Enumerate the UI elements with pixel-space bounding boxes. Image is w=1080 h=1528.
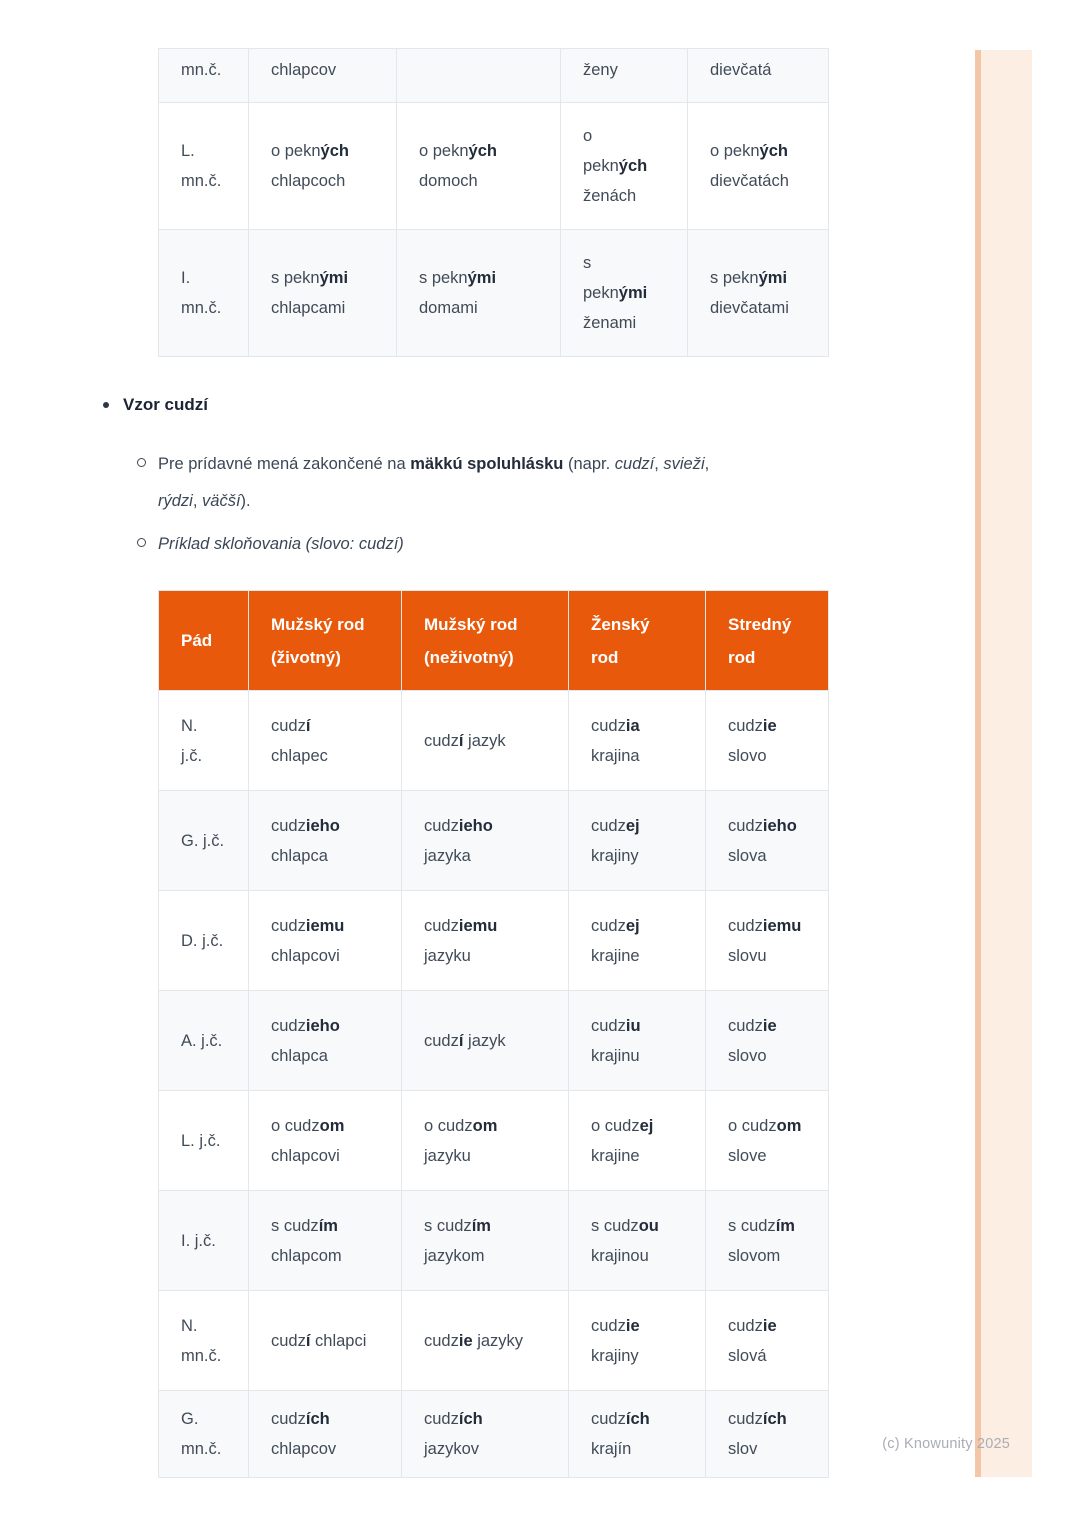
table-cell: I. mn.č. (159, 230, 249, 357)
table-row (159, 1191, 829, 1291)
table-cell: N. j.č. (159, 691, 249, 791)
table-header-cell: Stredný rod (706, 591, 829, 691)
table-row (159, 230, 829, 357)
table-cell: s cudzím slovom (706, 1191, 829, 1291)
table-cell: L. mn.č. (159, 103, 249, 230)
table-cell: G. j.č. (159, 791, 249, 891)
table-cell: cudzieho jazyka (402, 791, 569, 891)
table-cell: cudzie slová (706, 1291, 829, 1391)
table-row (159, 791, 829, 891)
table-cell: cudziemu jazyku (402, 891, 569, 991)
table-row (159, 891, 829, 991)
table-cell: N. mn.č. (159, 1291, 249, 1391)
table-cell: cudziu krajinu (569, 991, 706, 1091)
table-header-cell: Ženský rod (569, 591, 706, 691)
table-cell: cudzích chlapcov (249, 1391, 402, 1478)
table-row (159, 991, 829, 1091)
table-cell: cudzieho chlapca (249, 791, 402, 891)
table-cell: o pekných dievčatách (688, 103, 829, 230)
copyright-watermark: (c) Knowunity 2025 (882, 1436, 1010, 1452)
table-row (159, 1091, 829, 1191)
table-cell: cudzieho slova (706, 791, 829, 891)
table-cell: o cudzom slove (706, 1091, 829, 1191)
table-cell: mn.č. (159, 49, 249, 103)
table-cell: cudzích krajín (569, 1391, 706, 1478)
declension-table-pekny-fragment (158, 48, 829, 357)
table-cell: o cudzej krajine (569, 1091, 706, 1191)
table-cell: s peknými dievčatami (688, 230, 829, 357)
table-row (159, 103, 829, 230)
table-cell: s cudzím jazykom (402, 1191, 569, 1291)
table-cell: cudzej krajine (569, 891, 706, 991)
table-header-cell: Mužský rod (životný) (249, 591, 402, 691)
table-header-row (159, 591, 829, 691)
table-cell: o pekných chlapcoch (249, 103, 397, 230)
table-cell: cudziemu chlapcovi (249, 891, 402, 991)
table-cell: s cudzím chlapcom (249, 1191, 402, 1291)
section-heading: Vzor cudzí (123, 395, 209, 414)
table-cell: cudzie jazyky (402, 1291, 569, 1391)
table-cell: cudzieho chlapca (249, 991, 402, 1091)
table-row (159, 1391, 829, 1478)
list-item (137, 526, 817, 563)
table-cell: cudzích slov (706, 1391, 829, 1478)
page-edge-stripe (975, 50, 1032, 1477)
table-cell: o cudzom chlapcovi (249, 1091, 402, 1191)
bullet-circle-icon (137, 538, 146, 547)
table-cell: I. j.č. (159, 1191, 249, 1291)
table-cell: cudzia krajina (569, 691, 706, 791)
table-cell: dievčatá (688, 49, 829, 103)
table-cell: cudziemu slovu (706, 891, 829, 991)
table-cell: cudzej krajiny (569, 791, 706, 891)
table-cell: G. mn.č. (159, 1391, 249, 1478)
table-cell: L. j.č. (159, 1091, 249, 1191)
table-cell: o pekných ženách (561, 103, 688, 230)
table-cell: s cudzou krajinou (569, 1191, 706, 1291)
table-row (159, 691, 829, 791)
table-cell: ženy (561, 49, 688, 103)
table-cell: A. j.č. (159, 991, 249, 1091)
table-cell: cudzí chlapec (249, 691, 402, 791)
table-cell: o cudzom jazyku (402, 1091, 569, 1191)
table-cell: s peknými domami (397, 230, 561, 357)
table-cell: cudzích jazykov (402, 1391, 569, 1478)
table-row (159, 49, 829, 103)
table-cell: cudzie krajiny (569, 1291, 706, 1391)
table-cell: cudzí jazyk (402, 691, 569, 791)
table-cell: cudzie slovo (706, 691, 829, 791)
table-cell: D. j.č. (159, 891, 249, 991)
list-item (137, 446, 817, 520)
table-cell: s peknými chlapcami (249, 230, 397, 357)
table-cell: cudzí jazyk (402, 991, 569, 1091)
table-cell: chlapcov (249, 49, 397, 103)
table-cell: s peknými ženami (561, 230, 688, 357)
bullet-dot-icon (103, 402, 109, 408)
table-cell: cudzie slovo (706, 991, 829, 1091)
table-header-cell: Mužský rod (neživotný) (402, 591, 569, 691)
table-header-cell: Pád (159, 591, 249, 691)
list-item-text: Pre prídavné mená zakončené na mäkkú spoluhlásku (napr. cudzí, svieži, rýdzi, väčší). (158, 455, 710, 510)
bullet-circle-icon (137, 458, 146, 467)
table-row (159, 1291, 829, 1391)
table-cell: cudzí chlapci (249, 1291, 402, 1391)
table-cell: o pekných domoch (397, 103, 561, 230)
declension-table-cudzi (158, 590, 829, 1478)
list-item-text: Príklad skloňovania (slovo: cudzí) (158, 535, 404, 553)
table-cell (397, 49, 561, 103)
section-heading-row (103, 394, 208, 416)
